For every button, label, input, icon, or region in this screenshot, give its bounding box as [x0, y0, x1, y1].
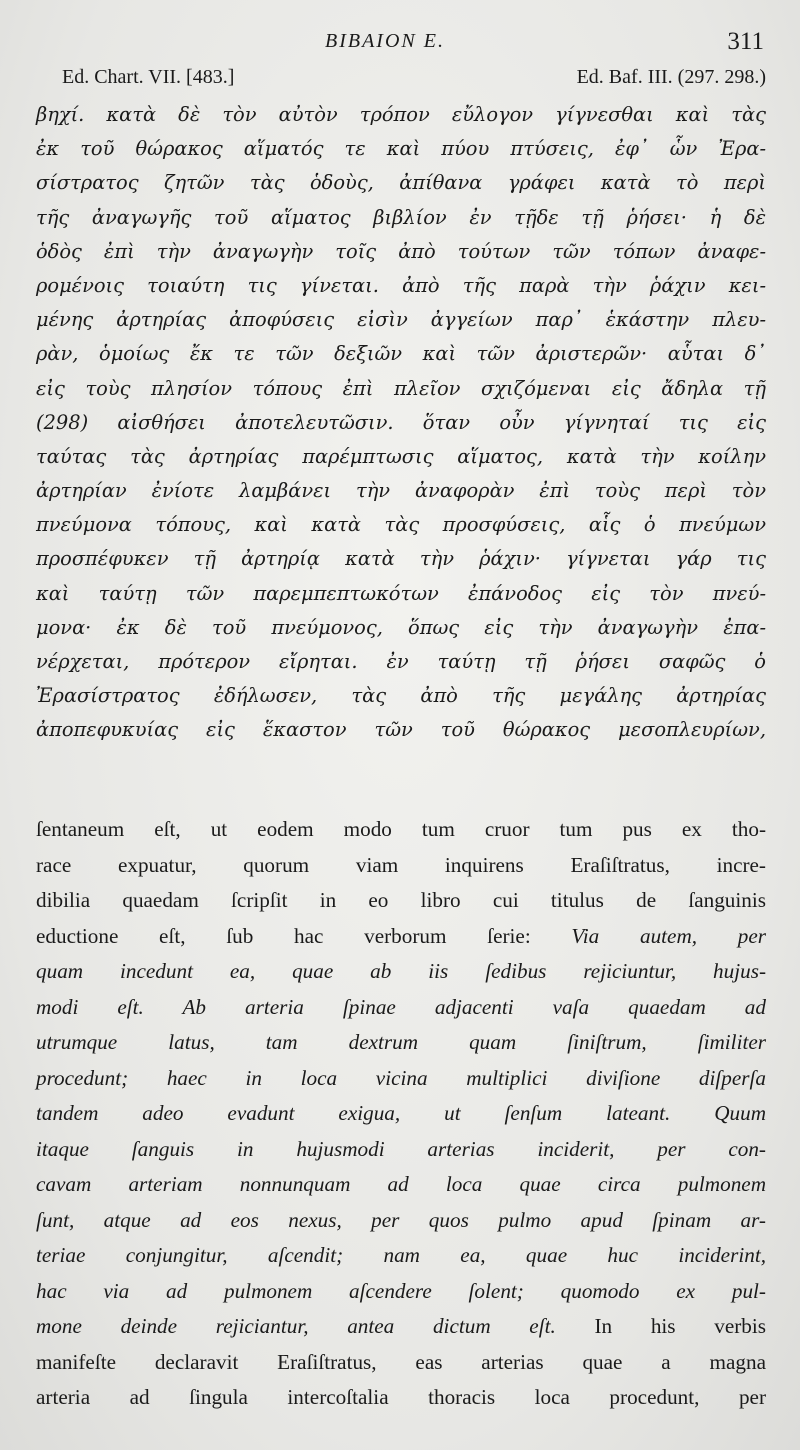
quoted-passage-italic: cavam arteriam nonnunquam ad loca quae circa pulmonem [36, 1172, 766, 1196]
latin-text-line [36, 1274, 766, 1310]
latin-text-line [36, 1309, 766, 1345]
latin-text-line [36, 1132, 766, 1168]
latin-text-line [36, 1345, 766, 1381]
latin-text-line [36, 883, 766, 919]
greek-text-line: σίστρατος ζητῶν τὰς ὁδοὺς, ἀπίθανα γράφει κατὰ τὸ περὶ [36, 171, 766, 195]
latin-text-line [36, 954, 766, 990]
latin-text-line [36, 1203, 766, 1239]
translation-text: ſentaneum eſt, ut eodem modo tum cruor tum pus ex tho- [36, 817, 766, 841]
running-head [0, 30, 800, 60]
latin-text-block [36, 812, 766, 1416]
translation-text: arteria ad ſingula intercoſtalia thoracis loca procedunt, per [36, 1385, 766, 1409]
greek-text-block [36, 98, 766, 748]
quoted-passage-italic: ſunt, atque ad eos nexus, per quos pulmo apud ſpinam ar- [36, 1207, 766, 1232]
edition-reference-chartier: Ed. Chart. VII. [483.] [62, 66, 235, 88]
quoted-passage-italic: Via autem, per [571, 923, 766, 948]
edition-references [0, 66, 800, 94]
latin-text-line [36, 1238, 766, 1274]
greek-text-line: μένης ἀρτηρίας ἀποφύσεις εἰσὶν ἀγγείων παρ᾽ ἑκάστην πλευ- [36, 308, 766, 332]
quoted-passage-italic: utrumque latus, tam dextrum quam ſiniſtrum, ſimiliter [36, 1030, 766, 1054]
latin-text-line [36, 919, 766, 955]
greek-text-line: ταύτας τὰς ἀρτηρίας παρέμπτωσις αἵματος, κατὰ τὴν κοίλην [36, 444, 766, 468]
latin-text-line [36, 1061, 766, 1097]
quoted-passage-italic: modi eſt. Ab arteria ſpinae adjacenti vaſa quaedam ad [36, 994, 766, 1019]
latin-text-line [36, 1167, 766, 1203]
greek-text-line: βηχί. κατὰ δὲ τὸν αὐτὸν τρόπον εὔλογον γίγνεσθαι καὶ τὰς [36, 103, 766, 126]
latin-text-line [36, 1025, 766, 1061]
translation-text: dibilia quaedam ſcripſit in eo libro cui titulus de ſanguinis [36, 888, 766, 912]
greek-text-line: πνεύμονα τόπους, καὶ κατὰ τὰς προσφύσεις, αἷς ὁ πνεύμων [36, 513, 766, 537]
translation-text: In his verbis [555, 1314, 767, 1338]
quoted-passage-italic: tandem adeo evadunt exigua, ut ſenſum lateant. Quum [36, 1101, 766, 1125]
greek-text-line: ὁδὸς ἐπὶ τὴν ἀναγωγὴν τοῖς ἀπὸ τούτων τῶν τόπων ἀναφε- [36, 239, 766, 263]
greek-text-line: προσπέφυκεν τῇ ἀρτηρίᾳ κατὰ τὴν ῥάχιν· γίγνεται γάρ τις [36, 547, 766, 571]
edition-reference-basel: Ed. Baf. III. (297. 298.) [576, 66, 766, 88]
greek-text-line: (298) αἰσθήσει ἀποτελευτῶσιν. ὅταν οὖν γίγνηταί τις εἰς [36, 410, 766, 434]
latin-text-line [36, 812, 766, 848]
latin-text-line [36, 990, 766, 1026]
latin-text-line [36, 848, 766, 884]
greek-text-line: τῆς ἀναγωγῆς τοῦ αἵματος βιβλίον ἐν τῇδε τῇ ῥήσει· ἡ δὲ [36, 205, 766, 229]
running-title: BIBAION E. [325, 30, 445, 52]
greek-text-line: ἀρτηρίαν ἐνίοτε λαμβάνει τὴν ἀναφορὰν ἐπὶ τοὺς περὶ τὸν [36, 479, 766, 503]
greek-text-line: ρὰν, ὁμοίως ἔκ τε τῶν δεξιῶν καὶ τῶν ἀριστερῶν· αὗται δ᾽ [36, 342, 766, 366]
greek-text-line: μονα· ἐκ δὲ τοῦ πνεύμονος, ὅπως εἰς τὴν ἀναγωγὴν ἐπα- [36, 615, 766, 639]
greek-text-line: καὶ ταύτῃ τῶν παρεμπεπτωκότων ἐπάνοδος εἰς τὸν πνεύ- [36, 581, 766, 605]
page-number: 311 [727, 28, 764, 55]
greek-text-line: ἐκ τοῦ θώρακος αἵματός τε καὶ πύου πτύσεις, ἐφ᾽ ὧν Ἐρα- [36, 137, 766, 161]
translation-text: race expuatur, quorum viam inquirens Eraſiſtratus, incre- [36, 852, 766, 877]
translation-text: manifeſte declaravit Eraſiſtratus, eas arterias quae a magna [36, 1349, 766, 1374]
quoted-passage-italic: teriae conjungitur, aſcendit; nam ea, quae huc inciderint, [36, 1243, 766, 1267]
quoted-passage-italic: quam incedunt ea, quae ab iis ſedibus rejiciuntur, hujus- [36, 959, 766, 983]
quoted-passage-italic: mone deinde rejiciantur, antea dictum eſt. [36, 1314, 556, 1338]
quoted-passage-italic: procedunt; haec in loca vicina multiplici diviſione diſperſa [36, 1065, 766, 1090]
greek-text-line: ρομένοις τοιαύτη τις γίνεται. ἀπὸ τῆς παρὰ τὴν ῥάχιν κει- [36, 273, 766, 297]
greek-text-line: Ἐρασίστρατος ἐδήλωσεν, τὰς ἀπὸ τῆς μεγάλης ἀρτηρίας [36, 684, 766, 708]
greek-text-line: ἀποπεφυκυίας εἰς ἕκαστον τῶν τοῦ θώρακος μεσοπλευρίων, [36, 718, 766, 742]
translation-text: eductione eſt, ſub hac verborum ſerie: [36, 923, 572, 948]
latin-text-line [36, 1096, 766, 1132]
latin-text-line [36, 1380, 766, 1416]
greek-text-line: εἰς τοὺς πλησίον τόπους ἐπὶ πλεῖον σχιζόμεναι εἰς ἄδηλα τῇ [36, 376, 766, 400]
quoted-passage-italic: hac via ad pulmonem aſcendere ſolent; quomodo ex pul- [36, 1278, 766, 1303]
greek-text-line: νέρχεται, πρότερον εἴρηται. ἐν ταύτῃ τῇ ῥήσει σαφῶς ὁ [36, 650, 766, 673]
quoted-passage-italic: itaque ſanguis in hujusmodi arterias inciderit, per con- [36, 1136, 766, 1161]
